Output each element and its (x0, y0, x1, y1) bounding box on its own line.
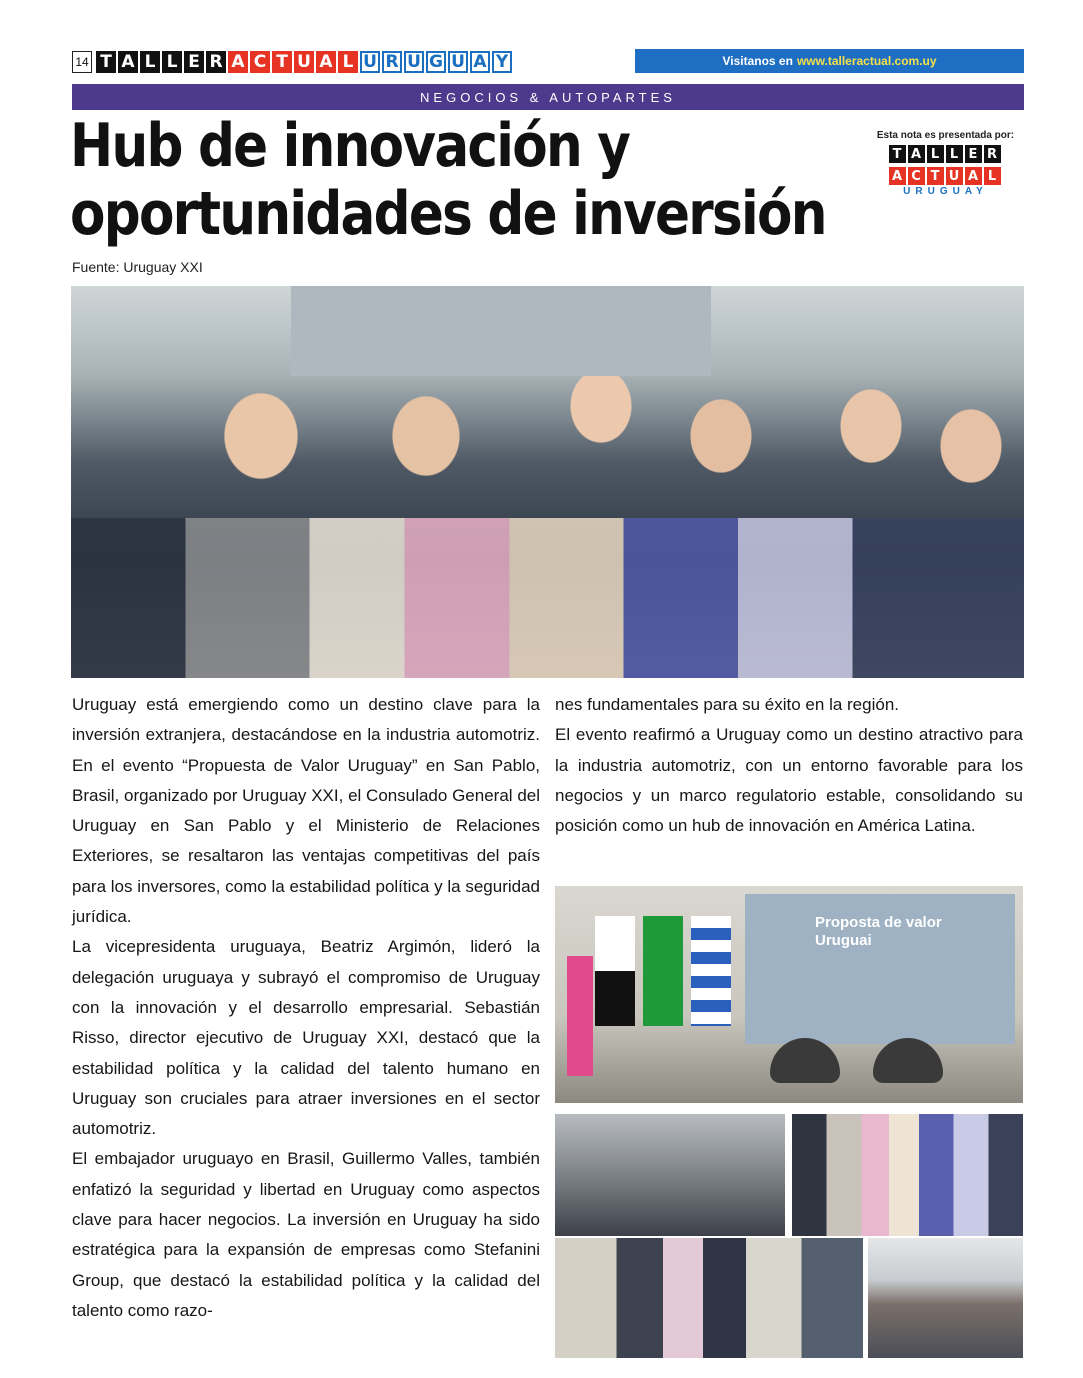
brand-letter: T (272, 51, 292, 73)
event-photo-speaker (555, 1114, 785, 1236)
sponsor-logo-taller (868, 145, 1023, 163)
article-body-left (72, 690, 540, 1326)
title-line-1: Hub de innovación y (70, 111, 630, 181)
brand-actual (228, 51, 360, 73)
brand-letter: U (448, 51, 468, 73)
page-number: 14 (72, 51, 92, 73)
photo-background-screen (291, 286, 711, 376)
logo-letter: R (984, 145, 1001, 163)
paragraph: La vicepresidenta uruguaya, Beatriz Argimón, lideró la delegación uruguaya y subrayó el compromiso de Uruguay con la innovación y el desarrollo empresarial. Sebastián Risso, director ejecutivo de Uruguay XXI, destacó que la estabilidad política y la calidad del talento humano en Uruguay son cruciales para atraer inversiones en el sector automotriz. (72, 937, 540, 1139)
logo-letter: T (889, 145, 906, 163)
brand-uruguay (360, 51, 514, 73)
paragraph: nes fundamentales para su éxito en la región. (555, 695, 900, 714)
article-source: Fuente: Uruguay XXI (72, 259, 203, 275)
flag-uruguay (691, 916, 731, 1026)
sponsor-logo-uruguay: URUGUAY (903, 186, 988, 197)
logo-letter: L (927, 145, 944, 163)
brand-letter: A (316, 51, 336, 73)
logo-letter: A (908, 145, 925, 163)
event-photo-delegation (555, 1238, 863, 1358)
visit-url-link[interactable]: www.talleractual.com.uy (796, 54, 937, 68)
masthead (72, 49, 514, 75)
event-photo-group (792, 1114, 1023, 1236)
section-banner: NEGOCIOS & AUTOPARTES (72, 84, 1024, 110)
visit-banner (635, 49, 1024, 73)
logo-letter: E (965, 145, 982, 163)
speaker-figure (567, 956, 593, 1076)
flag-sao-paulo (595, 916, 635, 1026)
paragraph: Uruguay está emergiendo como un destino clave para la inversión extranjera, destacándose en la industria automotriz. En el evento “Propuesta de Valor Uruguay” en San Pablo, Brasil, organizado por Uruguay XXI, el Consulado General del Uruguay en San Pablo y el Ministerio de Relaciones Exteriores, se resaltaron las ventajas competitivas del país para los inversores, como la estabilidad política y la seguridad jurídica. (72, 695, 540, 927)
photo-people-clothing (71, 518, 1024, 678)
article-body-right (555, 690, 1023, 841)
brand-letter: T (96, 51, 116, 73)
brand-letter: A (470, 51, 490, 73)
brand-letter: R (382, 51, 402, 73)
logo-letter: L (946, 145, 963, 163)
sponsor-caption: Esta nota es presentada por: (876, 130, 1015, 141)
brand-letter: R (206, 51, 226, 73)
brand-taller (96, 51, 228, 73)
logo-letter: T (927, 167, 944, 185)
flag-brazil (643, 916, 683, 1026)
brand-letter: G (426, 51, 446, 73)
brand-letter: L (140, 51, 160, 73)
event-photo-audience (868, 1238, 1023, 1358)
title-line-2: oportunidades de inversión (70, 179, 826, 249)
brand-letter: U (360, 51, 380, 73)
paragraph: El evento reafirmó a Uruguay como un destino atractivo para la industria automotriz, con un entorno favorable para los negocios y un marco regulatorio estable, consolidando su posición como un hub de innovación en América Latina. (555, 725, 1023, 836)
article-title (70, 111, 826, 249)
projection-screen (745, 894, 1015, 1044)
logo-letter: C (908, 167, 925, 185)
logo-letter: A (965, 167, 982, 185)
screen-text: Proposta de valor Uruguai (815, 914, 942, 949)
brand-letter: A (228, 51, 248, 73)
brand-letter: A (118, 51, 138, 73)
sponsor-logo-actual (868, 167, 1023, 185)
brand-letter: E (184, 51, 204, 73)
brand-letter: L (162, 51, 182, 73)
stage-photo (555, 886, 1023, 1103)
paragraph: El embajador uruguayo en Brasil, Guillermo Valles, también enfatizó la seguridad y libertad en Uruguay como aspectos clave para hacer negocios. La inversión en Uruguay ha sido estratégica para la expansión de empresas como Stefanini Group, que destacó la estabilidad política y la calidad del talento como razo- (72, 1149, 540, 1320)
visit-label: Visitanos en (722, 54, 793, 68)
brand-letter: U (294, 51, 314, 73)
logo-letter: U (946, 167, 963, 185)
brand-letter: Y (492, 51, 512, 73)
chair-left (770, 1038, 840, 1083)
group-photo (71, 286, 1024, 678)
brand-letter: U (404, 51, 424, 73)
brand-letter: L (338, 51, 358, 73)
logo-letter: A (889, 167, 906, 185)
sponsor-block (868, 130, 1023, 197)
chair-right (873, 1038, 943, 1083)
brand-letter: C (250, 51, 270, 73)
logo-letter: L (984, 167, 1001, 185)
